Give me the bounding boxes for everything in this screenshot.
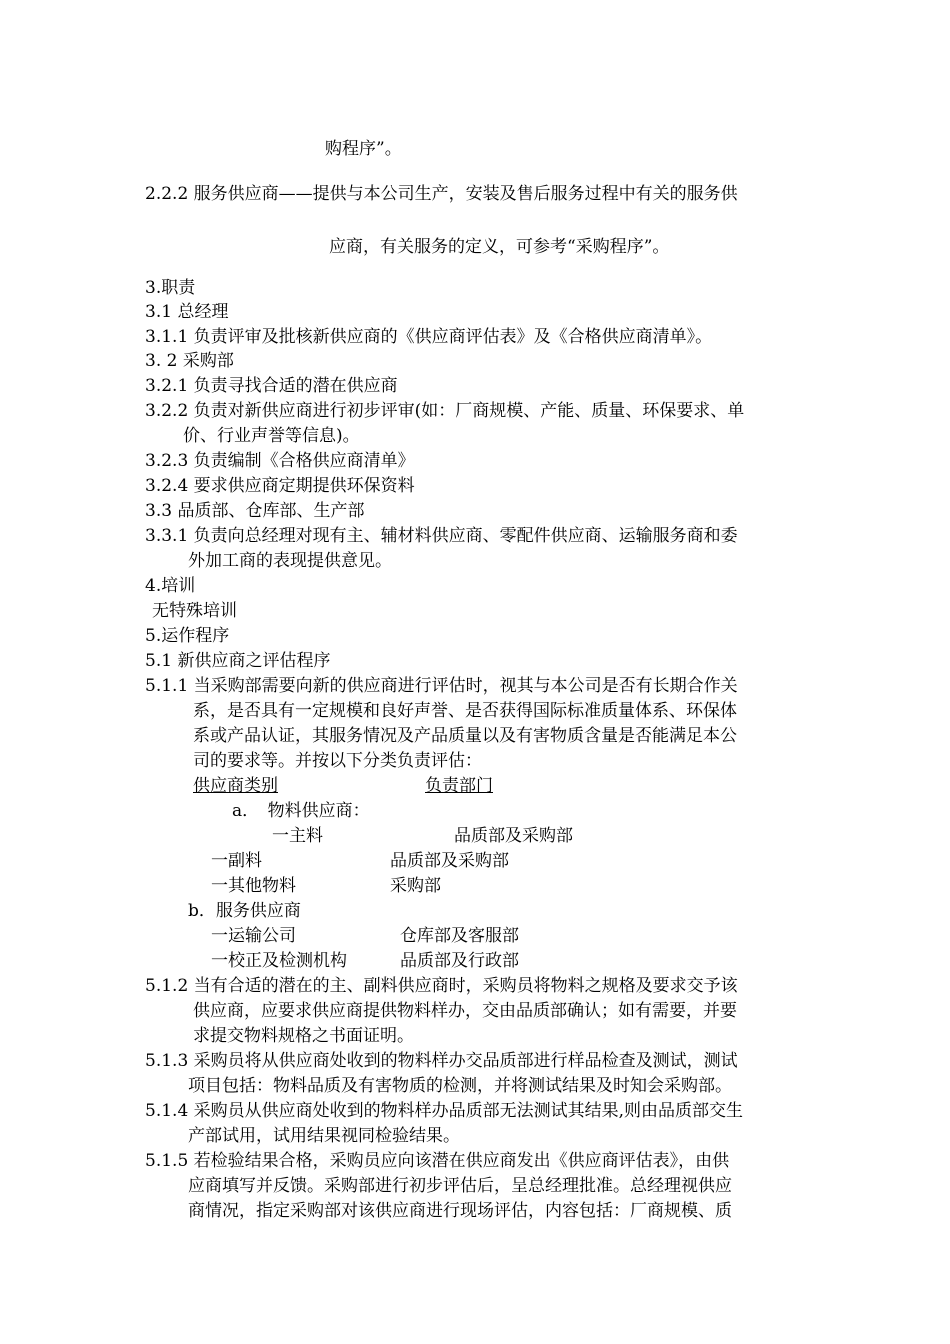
text-line: 应商，有关服务的定义，可参考“采购程序”。: [329, 237, 670, 257]
text-line: 3.1.1 负责评审及批核新供应商的《供应商评估表》及《合格供应商清单》。: [145, 327, 713, 347]
list-item-dept: 仓库部及客服部: [400, 926, 519, 946]
text-line: 2.2.2 服务供应商——提供与本公司生产，安装及售后服务过程中有关的服务供: [145, 184, 738, 204]
text-line: 系或产品认证，其服务情况及产品质量以及有害物质含量是否能满足本公: [193, 726, 737, 746]
list-item-dept: 品质部及采购部: [390, 851, 509, 871]
text-line: 项目包括：物料品质及有害物质的检测，并将测试结果及时知会采购部。: [188, 1076, 732, 1096]
text-line: 3.3 品质部、仓库部、生产部: [145, 501, 365, 521]
section-heading: 5.运作程序: [145, 626, 230, 646]
text-line: 应商填写并反馈。采购部进行初步评估后，呈总经理批准。总经理视供应: [188, 1176, 732, 1196]
list-item: b．服务供应商: [188, 901, 301, 921]
text-line: 外加工商的表现提供意见。: [188, 551, 392, 571]
text-line: 3. 2 采购部: [145, 351, 234, 371]
list-item: 一运输公司: [211, 926, 296, 946]
text-line: 3.2.4 要求供应商定期提供环保资料: [145, 476, 415, 496]
list-item: a． 物料供应商：: [232, 801, 370, 821]
list-item-dept: 品质部及行政部: [400, 951, 519, 971]
list-item-dept: 品质部及采购部: [454, 826, 573, 846]
text-line: 3.2.1 负责寻找合适的潜在供应商: [145, 376, 398, 396]
section-heading: 3.职责: [145, 278, 196, 298]
list-item: 一主料: [272, 826, 323, 846]
text-line: 5.1.3 采购员将从供应商处收到的物料样办交品质部进行样品检查及测试，测试: [145, 1051, 738, 1071]
text-line: 3.2.3 负责编制《合格供应商清单》: [145, 451, 415, 471]
list-item: 一其他物料: [211, 876, 296, 896]
text-line: 3.3.1 负责向总经理对现有主、辅材料供应商、零配件供应商、运输服务商和委: [145, 526, 738, 546]
section-heading: 4.培训: [145, 576, 196, 596]
list-item: 一校正及检测机构: [211, 951, 347, 971]
column-header-supplier-type: 供应商类别: [193, 776, 278, 796]
text-line: 5.1.4 采购员从供应商处收到的物料样办品质部无法测试其结果,则由品质部交生: [145, 1101, 744, 1121]
text-line: 3.2.2 负责对新供应商进行初步评审(如：厂商规模、产能、质量、环保要求、单: [145, 401, 745, 421]
column-header-responsible-dept: 负责部门: [425, 776, 493, 796]
text-line: 5.1.1 当采购部需要向新的供应商进行评估时，视其与本公司是否有长期合作关: [145, 676, 738, 696]
text-line: 3.1 总经理: [145, 302, 229, 322]
text-line: 价、行业声誉等信息)。: [183, 426, 360, 446]
text-line: 司的要求等。并按以下分类负责评估：: [193, 751, 482, 771]
text-line: 购程序”。: [325, 139, 402, 159]
text-line: 5.1.2 当有合适的潜在的主、副料供应商时，采购员将物料之规格及要求交予该: [145, 976, 738, 996]
text-line: 供应商，应要求供应商提供物料样办，交由品质部确认；如有需要，并要: [193, 1001, 737, 1021]
text-line: 5.1.5 若检验结果合格，采购员应向该潜在供应商发出《供应商评估表》，由供: [145, 1151, 730, 1171]
text-line: 无特殊培训: [152, 601, 237, 621]
list-item: 一副料: [211, 851, 262, 871]
list-item-dept: 采购部: [390, 876, 441, 896]
text-line: 产部试用，试用结果视同检验结果。: [188, 1126, 460, 1146]
text-line: 商情况，指定采购部对该供应商进行现场评估，内容包括：厂商规模、质: [188, 1201, 732, 1221]
text-line: 系，是否具有一定规模和良好声誉、是否获得国际标准质量体系、环保体: [193, 701, 737, 721]
text-line: 5.1 新供应商之评估程序: [145, 651, 331, 671]
text-line: 求提交物料规格之书面证明。: [193, 1026, 414, 1046]
